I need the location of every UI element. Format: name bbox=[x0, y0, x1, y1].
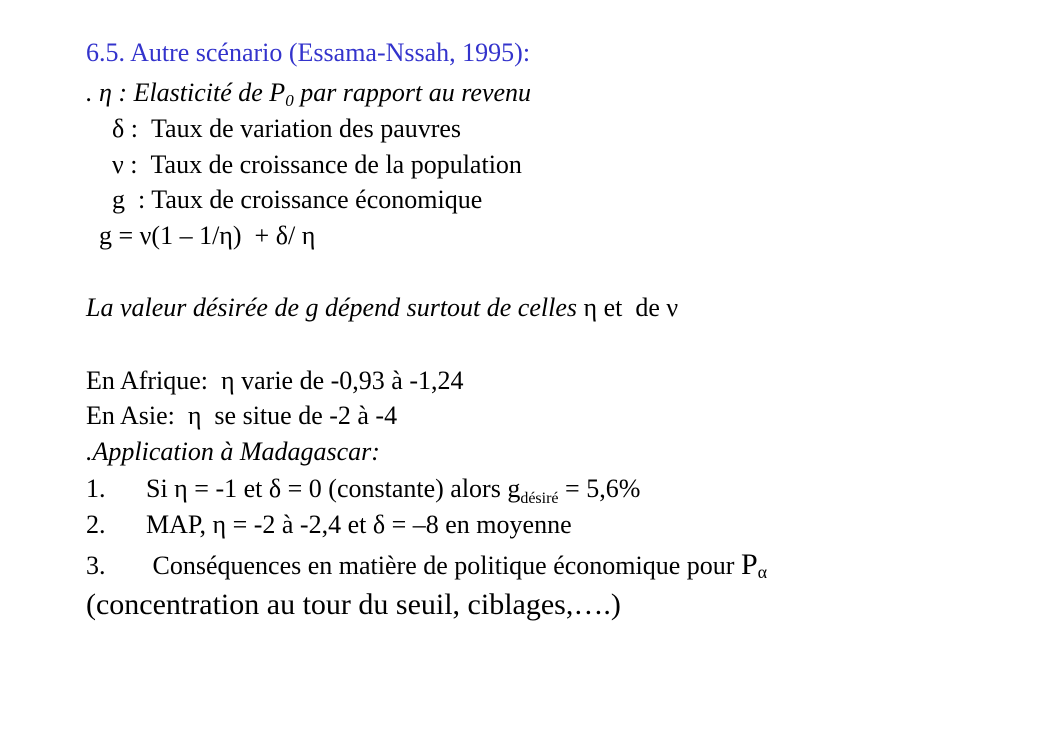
closing-text: (concentration au tour du seuil, ciblages,….) bbox=[86, 588, 621, 621]
list-item bbox=[86, 510, 572, 540]
p-subscript: α bbox=[757, 562, 768, 582]
eta-subscript: 0 bbox=[285, 91, 294, 110]
eta-prefix: . η : bbox=[86, 78, 134, 107]
definition-eta bbox=[86, 78, 531, 108]
item-number: 1. bbox=[86, 474, 106, 503]
item-text: MAP, η = -2 à -2,4 et δ = –8 en moyenne bbox=[146, 510, 572, 539]
definition-delta: δ : Taux de variation des pauvres bbox=[86, 114, 462, 143]
formula: g = ν(1 – 1/η) + δ/ η bbox=[86, 221, 316, 250]
eta-text-b: par rapport au revenu bbox=[293, 78, 532, 107]
item-number: 2. bbox=[86, 510, 106, 539]
item-text-a: Si η = -1 et δ = 0 (constante) alors g bbox=[146, 474, 521, 503]
item-text: Conséquences en matière de politique économique pour bbox=[146, 551, 741, 580]
p-letter: P bbox=[740, 548, 758, 581]
item-number: 3. bbox=[86, 551, 106, 580]
list-item bbox=[86, 550, 767, 581]
definition-nu: ν : Taux de croissance de la population bbox=[86, 150, 522, 179]
remark bbox=[86, 293, 678, 323]
section-title: 6.5. Autre scénario (Essama-Nssah, 1995): bbox=[86, 38, 531, 67]
region-asie: En Asie: η se situe de -2 à -4 bbox=[86, 401, 398, 430]
p-alpha bbox=[741, 548, 767, 581]
remark-italic: La valeur désirée de g dépend surtout de celles bbox=[86, 293, 577, 322]
item-subscript: désiré bbox=[520, 490, 559, 507]
item-text-b: = 5,6% bbox=[558, 474, 641, 503]
region-afrique: En Afrique: η varie de -0,93 à -1,24 bbox=[86, 366, 464, 395]
application-heading: .Application à Madagascar: bbox=[86, 437, 380, 466]
eta-text-a: Elasticité de P bbox=[133, 78, 286, 107]
definition-g: g : Taux de croissance économique bbox=[86, 185, 483, 214]
remark-normal: η et de ν bbox=[577, 293, 679, 322]
list-item bbox=[86, 474, 641, 507]
